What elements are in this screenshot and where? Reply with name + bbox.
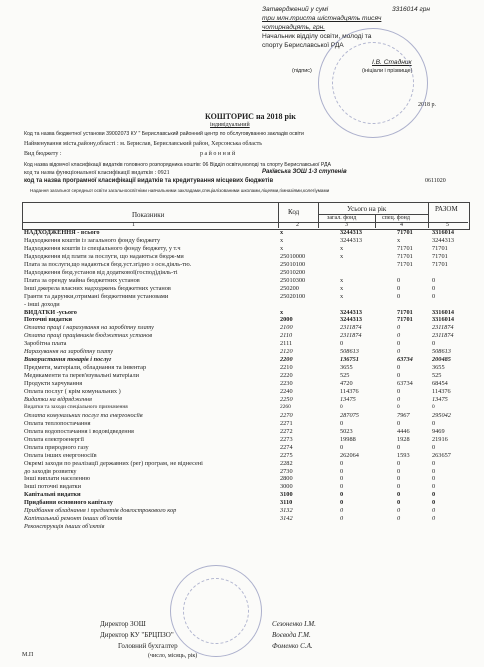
row-code: 25010100 xyxy=(280,260,306,268)
row-special-fund: 71701 xyxy=(397,308,413,316)
col-num-1: 1 xyxy=(132,222,135,228)
approval-amount: 3316014 грн xyxy=(392,6,431,13)
row-code: x xyxy=(280,308,284,316)
row-special-fund: 0 xyxy=(397,403,400,410)
row-special-fund: 0 xyxy=(397,276,401,284)
row-special-fund: 0 xyxy=(397,324,401,332)
table-row xyxy=(22,468,470,476)
row-special-fund: 1928 xyxy=(397,435,410,443)
row-code: 25020100 xyxy=(280,292,306,300)
row-general-fund: 508613 xyxy=(340,348,359,356)
row-general-fund: 0 xyxy=(340,340,344,348)
functional-code-label: код та назва функціональної класифікації видатків : 0921 xyxy=(24,170,170,176)
row-name: Оплата праці працівників бюджетних установ xyxy=(24,332,153,340)
table-row xyxy=(22,444,470,452)
row-code: x xyxy=(280,229,284,236)
row-total: 525 xyxy=(432,372,442,380)
row-name: Оплата водопостачання і водовідведення xyxy=(24,427,134,435)
row-total: 3655 xyxy=(432,364,445,372)
row-total: 0 xyxy=(432,284,436,292)
row-code: 2282 xyxy=(280,459,293,467)
row-special-fund: 0 xyxy=(397,443,401,451)
row-total: 3316014 xyxy=(432,229,455,236)
row-special-fund: 0 xyxy=(397,388,401,395)
table-row xyxy=(22,483,470,491)
row-name: Оплата інших енергоносіїв xyxy=(24,451,97,459)
row-code: 2000 xyxy=(280,316,293,324)
table-row xyxy=(22,301,470,309)
row-special-fund: 71701 xyxy=(397,252,413,260)
row-special-fund: 0 xyxy=(397,475,401,483)
document-subtitle: індивідуальний xyxy=(210,122,250,128)
col-num-3: 3 xyxy=(345,222,348,228)
initials-caption: (ініціали і прізвище) xyxy=(362,68,413,74)
row-general-fund: 19988 xyxy=(340,435,356,443)
header-total: РАЗОМ xyxy=(435,205,458,213)
table-row xyxy=(22,332,470,340)
row-total: 0 xyxy=(432,419,436,427)
row-code: 25010000 xyxy=(280,252,306,260)
row-total: 68454 xyxy=(432,380,448,388)
row-total: 0 xyxy=(432,499,436,507)
row-general-fund: 0 xyxy=(340,483,344,491)
table-row xyxy=(22,316,470,324)
row-name: Поточні видатки xyxy=(24,316,73,324)
row-total: 3316014 xyxy=(432,308,455,316)
row-general-fund: 0 xyxy=(340,467,344,475)
row-general-fund: 3244313 xyxy=(340,308,363,316)
row-code: 3142 xyxy=(280,515,293,523)
row-special-fund: 0 xyxy=(397,419,401,427)
approval-amount-line xyxy=(262,6,462,15)
table-row xyxy=(22,420,470,428)
table-row xyxy=(22,340,470,348)
row-total: 2311874 xyxy=(432,324,454,332)
row-general-fund: 262064 xyxy=(340,451,359,459)
row-general-fund: x xyxy=(340,244,344,252)
table-row xyxy=(22,428,470,436)
table-row xyxy=(22,523,470,531)
row-special-fund: 0 xyxy=(397,467,401,475)
row-special-fund: 71701 xyxy=(397,229,413,236)
row-total: 0 xyxy=(432,467,436,475)
accountant-name: Фоменко С.А. xyxy=(272,642,313,650)
functional-code-value: Ракївська ЗОШ 1-3 ступенів xyxy=(262,169,347,175)
city-line: Найменування міста,району,області : м. Берислав, Бериславський район, Херсонська область xyxy=(24,141,262,147)
row-general-fund: x xyxy=(340,292,344,300)
row-name: Інші виплати населенню xyxy=(24,475,91,483)
row-code: 250200 xyxy=(280,284,299,292)
row-code: x xyxy=(280,236,284,244)
row-special-fund: 0 xyxy=(397,507,401,515)
row-total: 114376 xyxy=(432,388,451,395)
row-code: 2210 xyxy=(280,364,293,372)
row-code: 2100 xyxy=(280,324,293,332)
official-stamp-bottom-inner xyxy=(183,578,249,644)
department-code: Код назва відомчої класифікації видатків головного розпорядника коштів: 06 Відділ освіти,молоді та спорту Бериславської РДА xyxy=(24,162,332,168)
table-row xyxy=(22,460,470,468)
header-divider xyxy=(318,202,319,228)
row-total: 0 xyxy=(432,491,436,499)
row-name: до заходів розвитку xyxy=(24,467,77,475)
row-total: 3316014 xyxy=(432,316,455,324)
row-general-fund: 3244313 xyxy=(340,236,363,244)
row-total: 13475 xyxy=(432,395,448,403)
row-code: 2230 xyxy=(280,380,293,388)
row-name: Надходження від плати за послуги, що надаються бюдж-ми xyxy=(24,252,184,260)
row-name: Надходження коштів із спеціального фонду бюджету, у т.ч xyxy=(24,244,181,252)
approval-amount-words-2: чотирнадцять, грн. xyxy=(262,24,326,31)
col-num-5: 5 xyxy=(446,222,449,228)
row-total: 71701 xyxy=(432,260,448,268)
row-general-fund: 0 xyxy=(340,403,343,410)
row-special-fund: 0 xyxy=(397,515,401,523)
table-row xyxy=(22,436,470,444)
row-name: Інші джерела власних надходжень бюджетних установ xyxy=(24,284,171,292)
row-total: 9469 xyxy=(432,427,445,435)
table-row xyxy=(22,229,470,237)
header-divider xyxy=(428,202,429,228)
row-code: 3100 xyxy=(280,491,293,499)
row-code: 2250 xyxy=(280,395,293,403)
row-name: Плата за послуги,що надаються бюд.уст.згідно з осн.діяль-тю. xyxy=(24,260,192,268)
row-code: 2200 xyxy=(280,356,293,364)
row-name: Медикаменти та перев'язувальні матеріали xyxy=(24,372,140,380)
approval-label: Затверджений у сумі xyxy=(262,6,329,13)
row-name: Надходження коштів із загального фонду бюджету xyxy=(24,236,161,244)
director2-name: Воєвода Г.М. xyxy=(272,631,311,639)
row-code: 3000 xyxy=(280,483,293,491)
table-row xyxy=(22,356,470,364)
row-code: 2240 xyxy=(280,388,293,395)
signature-caption: (підпис) xyxy=(292,68,312,74)
row-name: Гранти та дарунки,отримані бюджетними установами xyxy=(24,292,169,300)
row-name: НАДХОДЖЕННЯ - всього xyxy=(24,229,100,236)
row-total: 0 xyxy=(432,515,436,523)
row-special-fund: 0 xyxy=(397,292,401,300)
budget-type-value: р а й о н н и й xyxy=(200,151,236,157)
row-special-fund: 71701 xyxy=(397,244,413,252)
row-total: 0 xyxy=(432,459,436,467)
program-code: код та назва програмної класифікації видатків та кредитування місцевих бюджетів xyxy=(24,178,274,184)
table-row xyxy=(22,269,470,277)
row-general-fund: 3655 xyxy=(340,364,353,372)
row-name: Оплата природного газу xyxy=(24,443,89,451)
row-total: 0 xyxy=(432,403,435,410)
row-code: 3132 xyxy=(280,507,293,515)
row-general-fund: 5023 xyxy=(340,427,353,435)
date-caption: (число, місяць, рік) xyxy=(148,653,198,659)
budget-institution: Код та назва бюджетної установи 39002073 КУ " Бериславський районний центр по обслуговуванню закладів освіти xyxy=(24,131,304,137)
row-general-fund: 0 xyxy=(340,499,344,507)
row-general-fund: 0 xyxy=(340,459,344,467)
table-row xyxy=(22,285,470,293)
row-code: 2270 xyxy=(280,411,293,419)
row-code: 2274 xyxy=(280,443,293,451)
row-code: 2730 xyxy=(280,467,293,475)
row-name: ВИДАТКИ -усього xyxy=(24,308,77,316)
row-general-fund: x xyxy=(340,276,344,284)
row-special-fund: 0 xyxy=(397,332,401,340)
table-row xyxy=(22,245,470,253)
row-general-fund: 2311874 xyxy=(340,324,362,332)
header-name: Показники xyxy=(132,211,165,219)
table-row xyxy=(22,380,470,388)
row-code: 2110 xyxy=(280,332,293,340)
row-total: 0 xyxy=(432,483,436,491)
table-row xyxy=(22,499,470,507)
row-general-fund: 114376 xyxy=(340,388,359,395)
row-total: 200485 xyxy=(432,356,451,364)
row-code: 2111 xyxy=(280,340,293,348)
row-general-fund: 525 xyxy=(340,372,350,380)
col-num-4: 4 xyxy=(400,222,403,228)
table-row xyxy=(22,475,470,483)
header-general-fund: загал. фонд xyxy=(327,215,357,221)
row-total: 295042 xyxy=(432,411,451,419)
row-code: 25010200 xyxy=(280,268,306,276)
row-total: 263657 xyxy=(432,451,451,459)
official-stamp-top-inner xyxy=(332,42,414,124)
row-special-fund: 0 xyxy=(397,372,401,380)
row-code: 2275 xyxy=(280,451,293,459)
row-general-fund: 3244313 xyxy=(340,229,363,236)
table-row xyxy=(22,277,470,285)
row-name: Реконструкція інших об'єктів xyxy=(24,523,105,531)
row-general-fund: 0 xyxy=(340,475,344,483)
row-general-fund: 0 xyxy=(340,507,344,515)
table-row xyxy=(22,452,470,460)
table-row xyxy=(22,507,470,515)
approval-signer-name: І.В. Стадник xyxy=(372,59,412,66)
row-total: 3244313 xyxy=(432,236,455,244)
row-name: Видатки на відрядження xyxy=(24,395,92,403)
row-special-fund: 0 xyxy=(397,364,401,372)
row-total: 0 xyxy=(432,340,436,348)
row-name: Заробітна плата xyxy=(24,340,67,348)
director-name: Сезоненко І.М. xyxy=(272,620,316,628)
row-general-fund: 287075 xyxy=(340,411,359,419)
row-code: 3110 xyxy=(280,499,293,507)
row-total: 0 xyxy=(432,276,436,284)
approval-amount-words: три млн.триста шістнадцять тисяч xyxy=(262,15,382,22)
row-general-fund: 13475 xyxy=(340,395,356,403)
table-row xyxy=(22,324,470,332)
table-row xyxy=(22,372,470,380)
row-name: Плата за оренду майна бюджетних установ xyxy=(24,276,140,284)
col-num-2: 2 xyxy=(296,222,299,228)
row-name: Оплата комунальних послуг та енергоносіїв xyxy=(24,411,143,419)
row-general-fund: 136751 xyxy=(340,356,359,364)
table-row xyxy=(22,515,470,523)
row-name: Придбання основного капіталу xyxy=(24,499,113,507)
table-row xyxy=(22,491,470,499)
row-special-fund: 63734 xyxy=(397,380,413,388)
table-row xyxy=(22,388,470,396)
row-general-fund: 3244313 xyxy=(340,316,363,324)
header-special-fund: спец. фонд xyxy=(382,215,410,221)
row-general-fund: x xyxy=(340,284,344,292)
row-total: 0 xyxy=(432,443,436,451)
row-code: 2271 xyxy=(280,419,293,427)
row-general-fund: 0 xyxy=(340,443,344,451)
program-description: Надання загальної середньої освіти загальноосвітніми навчальними закладами,спеціалізованими школами,ліцеями,гімназіями,колегіумами xyxy=(30,188,330,193)
row-name: Видатки та заходи спеціального призначення xyxy=(24,403,128,410)
approval-position-2: спорту Бериславської РДА xyxy=(262,42,344,49)
director2-label: Директор КУ "БРЦПЗО" xyxy=(100,631,174,639)
row-special-fund: 0 xyxy=(397,284,401,292)
row-special-fund: 4446 xyxy=(397,427,410,435)
row-total: 71701 xyxy=(432,244,448,252)
row-name: Оплата теплопостачання xyxy=(24,419,91,427)
table-row xyxy=(22,237,470,245)
row-general-fund: 4720 xyxy=(340,380,353,388)
budget-type-label: Вид бюджету : xyxy=(24,151,62,157)
row-name: Нарахування на заробітну плату xyxy=(24,348,114,356)
row-special-fund: 0 xyxy=(397,340,401,348)
row-special-fund: 0 xyxy=(397,483,401,491)
row-code: 2220 xyxy=(280,372,293,380)
header-divider xyxy=(375,214,376,228)
row-name: Оплата послуг ( крім комунальних ) xyxy=(24,388,121,395)
header-code: Код xyxy=(288,208,300,216)
table-row xyxy=(22,293,470,301)
row-total: 0 xyxy=(432,292,436,300)
table-row xyxy=(22,261,470,269)
row-special-fund: 0 xyxy=(397,459,401,467)
row-code: 2120 xyxy=(280,348,293,356)
approval-position: Начальник відділу освіти, молоді та xyxy=(262,33,372,40)
row-general-fund: 0 xyxy=(340,491,344,499)
row-code: 2800 xyxy=(280,475,293,483)
document-title: КОШТОРИС на 2018 рік xyxy=(205,112,296,121)
row-special-fund: 71701 xyxy=(397,316,413,324)
approval-year: 2018 р. xyxy=(418,102,436,108)
row-name: Продукти харчування xyxy=(24,380,83,388)
row-code: 2273 xyxy=(280,435,293,443)
table-row xyxy=(22,396,470,404)
row-name: Капітальний ремонт інших об'єктів xyxy=(24,515,123,523)
row-special-fund: 63734 xyxy=(397,356,413,364)
row-total: 2311874 xyxy=(432,332,454,340)
row-name: Використання товарів і послуг xyxy=(24,356,112,364)
row-code: 2272 xyxy=(280,427,293,435)
row-name: Предмети, матеріали, обладнання та інвентар xyxy=(24,364,147,372)
row-total: 0 xyxy=(432,507,436,515)
row-code: 25010300 xyxy=(280,276,306,284)
table-row xyxy=(22,404,470,412)
row-code: x xyxy=(280,244,284,252)
table-row xyxy=(22,412,470,420)
row-special-fund: 0 xyxy=(397,499,401,507)
row-total: 71701 xyxy=(432,252,448,260)
row-name: Надходження бюд.установ від додаткової(господ)діяль-ті xyxy=(24,268,178,276)
row-name: Оплата електроенергії xyxy=(24,435,84,443)
table-row xyxy=(22,348,470,356)
row-total: 0 xyxy=(432,475,436,483)
row-name: Капітальні видатки xyxy=(24,491,81,499)
accountant-label: Головний бухгалтер xyxy=(118,642,178,650)
row-special-fund: 71701 xyxy=(397,260,413,268)
row-name: Інші поточні видатки xyxy=(24,483,81,491)
row-general-fund: 0 xyxy=(340,515,344,523)
table-row xyxy=(22,253,470,261)
header-year-total: Усього на рік xyxy=(347,205,387,213)
row-special-fund: 7967 xyxy=(397,411,410,419)
row-name: - інші доходи xyxy=(24,300,60,308)
row-total: 21916 xyxy=(432,435,448,443)
row-code: 2260 xyxy=(280,403,291,410)
row-total: 508613 xyxy=(432,348,451,356)
row-special-fund: 1593 xyxy=(397,451,410,459)
row-general-fund: x xyxy=(340,252,344,260)
row-special-fund: 0 xyxy=(397,348,401,356)
row-general-fund: 2311874 xyxy=(340,332,362,340)
table-row xyxy=(22,364,470,372)
row-general-fund: 0 xyxy=(340,419,344,427)
program-code-value: 0611020 xyxy=(425,178,446,184)
seal-placeholder: М.П xyxy=(22,652,34,658)
row-special-fund: 0 xyxy=(397,491,401,499)
row-special-fund: 0 xyxy=(397,395,401,403)
table-row xyxy=(22,309,470,317)
director-label: Директор ЗОШ xyxy=(100,620,146,628)
row-name: Оплата праці і нарахування на заробітну плату xyxy=(24,324,154,332)
header-divider xyxy=(278,202,279,228)
row-special-fund: x xyxy=(397,236,401,244)
row-name: Придбання обладнання і предметів довгострокового кор xyxy=(24,507,177,515)
row-name: Окремі заходи по реалізації державних (рег) програм, не віднесені xyxy=(24,459,203,467)
